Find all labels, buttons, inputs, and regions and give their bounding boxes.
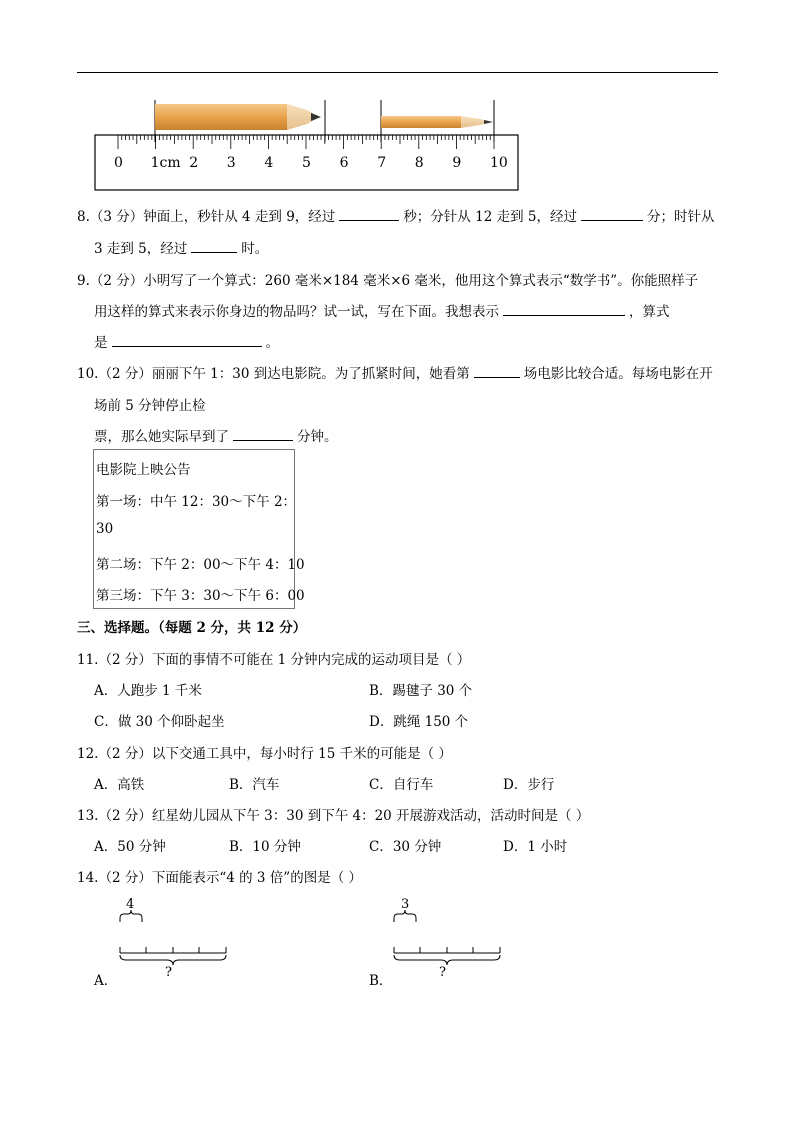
pencil-long [155, 104, 321, 130]
figA-top-number: 4 [126, 897, 135, 912]
ruler-label: 0 [114, 155, 123, 171]
q8-blank-1[interactable] [339, 219, 399, 221]
q8-line1: 8.（3 分）钟面上，秒针从 4 走到 9，经过 秒；分针从 12 走到 5，经过 分；时针从 [77, 209, 715, 225]
q8-line2: 3 走到 5，经过 时。 [94, 241, 269, 257]
q13-option-b[interactable]: B．10 分钟 [229, 839, 301, 855]
q9-line2: 用这样的算式来表示你身边的物品吗？试一试，写在下面。我想表示 ，算式 [94, 304, 670, 320]
notice-row-1-cont: 30 [96, 521, 114, 537]
q10-blank-1[interactable] [474, 376, 520, 378]
q9-line1: 9.（2 分）小明写了一个算式：260 毫米×184 毫米×6 毫米，他用这个算式表示“数学书”。你能照样子 [77, 273, 699, 289]
section-title: 三、选择题。（每题 2 分，共 12 分） [77, 620, 307, 636]
ruler-label: 8 [414, 155, 424, 171]
figA-diagram [110, 908, 235, 968]
ruler-label: 6 [339, 155, 349, 171]
figA-question-mark: ? [165, 965, 172, 980]
q11-stem: 11.（2 分）下面的事情不可能在 1 分钟内完成的运动项目是（ ） [77, 652, 471, 668]
figB-top-number: 3 [401, 897, 410, 912]
ruler-label: 2 [189, 155, 199, 171]
q8-blank-3[interactable] [191, 251, 237, 253]
ruler-label: 3 [226, 155, 236, 171]
q10-line1: 10.（2 分）丽丽下午 1：30 到达电影院。为了抓紧时间，她看第 场电影比较合适。每场电影在开 [77, 366, 713, 382]
figB-diagram [384, 908, 509, 968]
ruler-label: 5 [302, 155, 311, 171]
q10-line3: 票，那么她实际早到了 分钟。 [94, 429, 338, 445]
q13-option-c[interactable]: C．30 分钟 [369, 839, 442, 855]
q13-option-a[interactable]: A．50 分钟 [94, 839, 166, 855]
notice-title: 电影院上映公告 [96, 462, 191, 478]
q10-line2: 场前 5 分钟停止检 [94, 398, 206, 414]
q12-option-b[interactable]: B．汽车 [229, 777, 280, 793]
q13-option-d[interactable]: D．1 小时 [503, 839, 568, 855]
q10-blank-2[interactable] [233, 439, 293, 441]
q11-option-b[interactable]: B．踢毽子 30 个 [369, 683, 473, 699]
q9-blank-1[interactable] [503, 314, 625, 316]
notice-row-1: 第一场：中午 12：30～下午 2： [96, 494, 297, 510]
q12-stem: 12.（2 分）以下交通工具中，每小时行 15 千米的可能是（ ） [77, 746, 452, 762]
q11-option-a[interactable]: A．人跑步 1 千米 [94, 683, 202, 699]
q12-option-d[interactable]: D．步行 [503, 777, 555, 793]
notice-row-2: 第二场：下午 2：00～下午 4：10 [96, 557, 305, 573]
figB-question-mark: ? [439, 965, 446, 980]
q13-stem: 13.（2 分）红星幼儿园从下午 3：30 到下午 4：20 开展游戏活动，活动时间是（ ） [77, 808, 590, 824]
q14-stem: 14.（2 分）下面能表示“4 的 3 倍”的图是（ ） [77, 870, 362, 886]
q11-option-d[interactable]: D．跳绳 150 个 [369, 714, 469, 730]
ruler-label: 7 [377, 155, 387, 171]
q12-option-c[interactable]: C．自行车 [369, 777, 434, 793]
pencil-short [381, 116, 493, 128]
q12-option-a[interactable]: A．高铁 [94, 777, 145, 793]
figB-option-label[interactable]: B． [369, 973, 393, 989]
ruler-label: 4 [264, 155, 274, 171]
q8-blank-2[interactable] [581, 219, 643, 221]
ruler-label: 10 [490, 155, 508, 171]
notice-row-3: 第三场：下午 3：30～下午 6：00 [96, 588, 305, 604]
q9-blank-2[interactable] [112, 345, 262, 347]
q9-line3: 是 。 [94, 335, 279, 351]
q11-option-c[interactable]: C．做 30 个仰卧起坐 [94, 714, 225, 730]
cinema-notice-box [93, 449, 305, 609]
figA-option-label[interactable]: A． [94, 973, 118, 989]
ruler-label: 9 [452, 155, 462, 171]
ruler-label: 1cm [150, 155, 181, 171]
